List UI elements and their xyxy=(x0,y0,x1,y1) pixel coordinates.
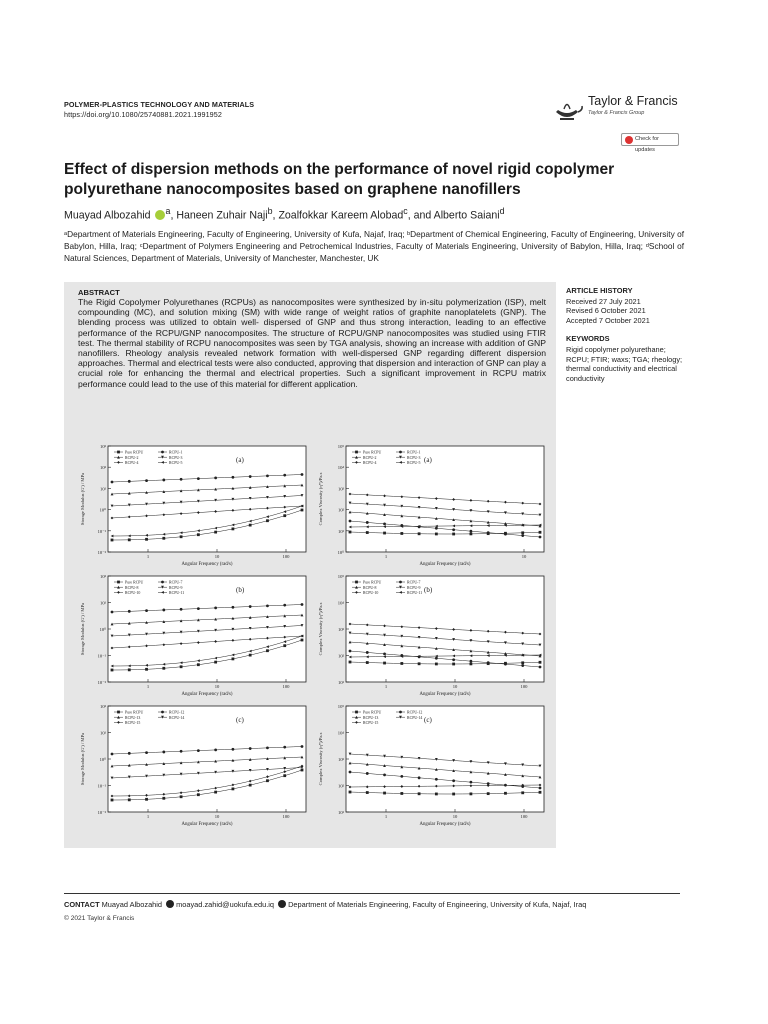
data-point xyxy=(197,663,200,666)
legend-label: RCPU-11 xyxy=(169,591,185,595)
legend-label: RCPU-7 xyxy=(407,580,421,585)
legend-label: RCPU-2 xyxy=(125,455,139,460)
data-point xyxy=(366,521,369,524)
data-point xyxy=(145,751,148,754)
check-updates-icon xyxy=(625,136,633,144)
data-point xyxy=(452,793,455,796)
x-tick-label: 1 xyxy=(146,684,150,689)
figure-viscosity-a xyxy=(312,440,550,568)
data-point xyxy=(283,774,286,777)
data-point xyxy=(399,451,402,454)
data-point xyxy=(301,745,304,748)
side-column xyxy=(566,286,684,383)
email-icon xyxy=(166,900,174,908)
contact-name: Muayad Albozahid xyxy=(101,900,163,909)
x-tick-label: 100 xyxy=(520,814,528,819)
data-point xyxy=(539,661,542,664)
x-axis-label: Angular Frequency (rad/s) xyxy=(419,562,471,567)
data-point xyxy=(197,477,200,480)
data-point xyxy=(111,753,114,756)
y-tick-label: 10⁻¹ xyxy=(97,528,106,534)
data-point xyxy=(418,792,421,795)
y-axis-label: Complex Viscosity (η*)/Pa.s xyxy=(318,602,323,656)
legend-label: RCPU-1 xyxy=(169,450,183,455)
data-point xyxy=(349,661,352,664)
data-point xyxy=(145,479,148,482)
data-point xyxy=(400,662,403,665)
author-name: Haneen Zuhair Naji xyxy=(176,209,268,222)
data-point xyxy=(283,604,286,607)
data-point xyxy=(521,531,524,534)
data-point xyxy=(197,607,200,610)
data-point xyxy=(266,649,269,652)
y-tick-label: 10² xyxy=(338,783,344,789)
x-tick-label: 1 xyxy=(146,814,150,819)
data-point xyxy=(161,451,164,454)
data-point xyxy=(470,792,473,795)
legend-label: RCPU-15 xyxy=(125,721,141,725)
panel-label: (b) xyxy=(236,586,245,594)
y-tick-label: 10¹ xyxy=(100,486,106,492)
data-point xyxy=(128,752,131,755)
data-point xyxy=(539,536,542,539)
data-point xyxy=(418,532,421,535)
data-point xyxy=(355,451,358,454)
data-point xyxy=(383,523,386,526)
y-tick-label: 10⁵ xyxy=(337,704,344,709)
legend-label: RCPU-15 xyxy=(363,721,379,725)
data-point xyxy=(383,532,386,535)
legend-label: RCPU-4 xyxy=(125,461,139,465)
history-heading: ARTICLE HISTORY xyxy=(566,286,633,295)
data-point xyxy=(180,478,183,481)
author-name: Alberto Saiani xyxy=(433,209,500,222)
data-point xyxy=(145,538,148,541)
legend-label: Pure RCPU xyxy=(363,450,382,455)
y-tick-label: 10⁰ xyxy=(337,550,344,555)
y-tick-label: 10⁻² xyxy=(97,810,106,815)
legend-label: RCPU-2 xyxy=(363,455,377,460)
history-received: Received 27 July 2021 xyxy=(566,296,641,306)
y-axis-label: Storage Modulus (G') / MPa xyxy=(80,732,85,786)
legend-label: RCPU-8 xyxy=(125,585,139,590)
data-point xyxy=(249,747,252,750)
chart-storage-a xyxy=(74,440,312,568)
data-point xyxy=(355,581,358,584)
check-updates-button[interactable] xyxy=(621,133,679,153)
legend-label: RCPU-4 xyxy=(363,461,377,465)
history-revised: Revised 6 October 2021 xyxy=(566,306,646,316)
data-point xyxy=(283,474,286,477)
legend-label: RCPU-13 xyxy=(125,715,141,720)
affiliations: ᵃDepartment of Materials Engineering, Faculty of Engineering, University of Kufa, Najaf, Iraq; ᵇDepartment of Chemical Engineering, Faculty of Engineering, University of Babylon, Hilla, Iraq; ᶜDepartment of Polymers Engineering and Petrochemical Industries, Faculty of Materials Engineering, University of Babylon, Hilla, Iraq; ᵈSchool of Natural Sciences, Department of Materials, University of Manchester, Manchester, UK xyxy=(64,229,684,263)
legend-label: Pure RCPU xyxy=(363,580,382,585)
y-tick-label: 10³ xyxy=(338,757,344,762)
data-point xyxy=(366,531,369,534)
footer-rule xyxy=(64,893,680,894)
author-sup: b xyxy=(267,206,273,216)
address-icon xyxy=(278,900,286,908)
data-point xyxy=(232,658,235,661)
panel-label: (c) xyxy=(424,716,432,724)
data-point xyxy=(283,644,286,647)
y-tick-label: 10⁻² xyxy=(97,550,106,555)
data-point xyxy=(349,520,352,523)
data-point xyxy=(214,607,217,610)
legend-label: RCPU-5 xyxy=(169,461,183,465)
data-point xyxy=(128,480,131,483)
data-point xyxy=(117,451,120,454)
data-point xyxy=(232,788,235,791)
article-title: Effect of dispersion methods on the performance of novel rigid copolymer polyurethane nanocomposites based on graphene nanofillers xyxy=(64,161,615,198)
data-point xyxy=(249,654,252,657)
data-point xyxy=(128,668,131,671)
data-point xyxy=(400,775,403,778)
x-tick-label: 10 xyxy=(214,684,220,689)
legend-label: RCPU-13 xyxy=(363,715,379,720)
data-point xyxy=(249,524,252,527)
data-point xyxy=(301,509,304,512)
data-point xyxy=(470,781,473,784)
y-tick-label: 10² xyxy=(338,653,344,659)
data-point xyxy=(214,749,217,752)
data-point xyxy=(214,661,217,664)
panel-label: (c) xyxy=(236,716,244,724)
data-point xyxy=(197,533,200,536)
data-point xyxy=(349,650,352,653)
data-point xyxy=(418,662,421,665)
figure-viscosity-b xyxy=(312,570,550,698)
data-point xyxy=(487,792,490,795)
data-point xyxy=(232,528,235,531)
x-tick-label: 10 xyxy=(521,554,527,559)
x-axis-label: Angular Frequency (rad/s) xyxy=(181,562,233,567)
data-point xyxy=(283,514,286,517)
data-point xyxy=(487,531,490,534)
legend-label: RCPU-12 xyxy=(407,710,423,715)
data-point xyxy=(266,746,269,749)
x-axis-label: Angular Frequency (rad/s) xyxy=(419,822,471,827)
data-point xyxy=(452,528,455,531)
data-point xyxy=(249,605,252,608)
contact-address: Department of Materials Engineering, Faculty of Engineering, University of Kufa, Najaf, Iraq xyxy=(288,900,587,909)
data-point xyxy=(349,771,352,774)
oil-lamp-icon xyxy=(550,92,584,124)
data-point xyxy=(366,661,369,664)
data-point xyxy=(539,666,542,669)
author-sup: d xyxy=(499,206,505,216)
y-tick-label: 10³ xyxy=(338,627,344,632)
data-point xyxy=(197,793,200,796)
data-point xyxy=(452,779,455,782)
data-point xyxy=(470,660,473,663)
chart-storage-c xyxy=(74,700,312,828)
data-point xyxy=(470,530,473,533)
data-point xyxy=(162,797,165,800)
data-point xyxy=(161,711,164,714)
data-point xyxy=(111,799,114,802)
data-point xyxy=(452,658,455,661)
y-axis-label: Complex Viscosity (η*)/Pa.s xyxy=(318,732,323,786)
data-point xyxy=(117,581,120,584)
x-axis-label: Angular Frequency (rad/s) xyxy=(181,822,233,827)
x-axis-label: Angular Frequency (rad/s) xyxy=(181,692,233,697)
y-tick-label: 10⁴ xyxy=(337,465,344,471)
data-point xyxy=(383,662,386,665)
legend-label: RCPU-9 xyxy=(407,585,421,590)
legend-label: RCPU-3 xyxy=(407,455,421,460)
chart-viscosity-b xyxy=(312,570,550,698)
legend-label: Pure RCPU xyxy=(363,710,382,715)
data-point xyxy=(180,665,183,668)
legend-label: RCPU-10 xyxy=(363,591,379,595)
x-tick-label: 100 xyxy=(520,684,528,689)
data-point xyxy=(249,784,252,787)
y-tick-label: 10² xyxy=(338,507,344,513)
data-point xyxy=(399,581,402,584)
y-tick-label: 10¹ xyxy=(338,528,344,534)
journal-name: POLYMER-PLASTICS TECHNOLOGY AND MATERIALS xyxy=(64,100,255,109)
data-point xyxy=(111,539,114,542)
data-point xyxy=(266,604,269,607)
figure-storage-b xyxy=(74,570,312,698)
y-tick-label: 10⁻¹ xyxy=(97,653,106,659)
data-point xyxy=(539,531,542,534)
orcid-icon[interactable] xyxy=(155,210,165,220)
data-point xyxy=(162,479,165,482)
panel-label: (a) xyxy=(236,456,244,464)
y-tick-label: 10² xyxy=(100,704,106,709)
x-tick-label: 1 xyxy=(384,684,388,689)
data-point xyxy=(111,669,114,672)
data-point xyxy=(162,667,165,670)
data-point xyxy=(145,668,148,671)
data-point xyxy=(366,651,369,654)
data-point xyxy=(266,474,269,477)
y-tick-label: 10⁰ xyxy=(99,507,106,513)
y-tick-label: 10⁰ xyxy=(99,627,106,632)
data-point xyxy=(128,610,131,613)
contact-email[interactable]: moayad.zahid@uokufa.edu.iq xyxy=(176,900,275,909)
x-tick-label: 100 xyxy=(282,554,290,559)
data-point xyxy=(470,532,473,535)
data-point xyxy=(366,791,369,794)
data-point xyxy=(539,787,542,790)
x-tick-label: 10 xyxy=(452,814,458,819)
data-point xyxy=(162,609,165,612)
author-list: Muayad Albozahid $^a$, Haneen Zuhair Naji$^b$, Zoalfokkar Kareem Alobad$^c$, and Alberto Saiani$^d$ xyxy=(64,206,505,222)
legend-label: RCPU-8 xyxy=(363,585,377,590)
data-point xyxy=(504,792,507,795)
data-point xyxy=(349,531,352,534)
data-point xyxy=(504,663,507,666)
data-point xyxy=(301,769,304,772)
data-point xyxy=(400,532,403,535)
y-tick-label: 10⁵ xyxy=(337,574,344,579)
abstract-text: The Rigid Copolymer Polyurethanes (RCPUs) as nanocomposites were synthesized by in-situ polymerization (ISP), melt compounding (MC), and solution mixing (SM) with wide range of weight ratios of graphite nanoplatelets (GNP). The blending process was utilized to obtain well- dispersed of GNP and thus strong interaction, leading to an effective performance of the RCPU/GNP nanocomposites. The structure of RCPU/GNP nanocomposites was studied using FTIR test. The thermal stability of RCPU nanocomposites was seen by TGA analysis, showing an increase with addition of GNP nanofillers. Rheology analysis revealed network formation with well-dispersed GNP regarding different dispersion approaches. Thermal and electrical tests were also conducted, approving that dispersion and interaction of GNP can play a crucial role for enhancing the thermal and electrical properties. Such a significant improvement in RCPU matrix performance could lead to the use of this material for different application. xyxy=(78,297,546,389)
chart-viscosity-c xyxy=(312,700,550,828)
data-point xyxy=(399,711,402,714)
y-tick-label: 10³ xyxy=(338,486,344,492)
data-point xyxy=(162,751,165,754)
data-point xyxy=(266,779,269,782)
data-point xyxy=(521,534,524,537)
data-point xyxy=(383,774,386,777)
author-name: Zoalfokkar Kareem Alobad xyxy=(278,209,404,222)
keywords-text: Rigid copolymer polyurethane; RCPU; FTIR; waxs; TGA; rheology; thermal conductivity and electrical conductivity xyxy=(566,344,683,383)
x-tick-label: 1 xyxy=(384,814,388,819)
legend-label: RCPU-3 xyxy=(169,455,183,460)
data-point xyxy=(435,527,438,530)
legend-label: RCPU-9 xyxy=(169,585,183,590)
y-axis-label: Storage Modulus (G') / MPa xyxy=(80,472,85,526)
data-point xyxy=(452,533,455,536)
x-tick-label: 100 xyxy=(282,814,290,819)
data-point xyxy=(400,792,403,795)
legend-label: RCPU-1 xyxy=(407,450,421,455)
chart-storage-b xyxy=(74,570,312,698)
y-axis-label: Storage Modulus (G') / MPa xyxy=(80,602,85,656)
x-tick-label: 1 xyxy=(384,554,388,559)
publisher-name: Taylor & Francis xyxy=(588,94,678,108)
x-axis-label: Angular Frequency (rad/s) xyxy=(419,692,471,697)
x-tick-label: 1 xyxy=(146,554,150,559)
journal-header xyxy=(64,100,254,120)
data-point xyxy=(470,662,473,665)
data-point xyxy=(435,533,438,536)
data-point xyxy=(232,606,235,609)
contact-label: CONTACT xyxy=(64,900,100,909)
data-point xyxy=(161,581,164,584)
figure-storage-c xyxy=(74,700,312,828)
data-point xyxy=(418,776,421,779)
y-axis-label: Complex Viscosity (η*)/Pa.s xyxy=(318,472,323,526)
data-point xyxy=(301,603,304,606)
data-point xyxy=(301,473,304,476)
data-point xyxy=(180,750,183,753)
figure-viscosity-c xyxy=(312,700,550,828)
y-tick-label: 10⁵ xyxy=(337,444,344,449)
figure-storage-a xyxy=(74,440,312,568)
legend-label: RCPU-14 xyxy=(407,715,423,720)
data-point xyxy=(145,798,148,801)
data-point xyxy=(521,791,524,794)
data-point xyxy=(180,795,183,798)
abstract-heading: ABSTRACT xyxy=(78,288,120,297)
data-point xyxy=(383,792,386,795)
copyright: © 2021 Taylor & Francis xyxy=(64,915,135,922)
x-tick-label: 10 xyxy=(452,684,458,689)
data-point xyxy=(435,657,438,660)
author-name: Muayad Albozahid xyxy=(64,209,151,222)
legend-label: RCPU-12 xyxy=(169,710,185,715)
data-point xyxy=(266,519,269,522)
data-point xyxy=(128,538,131,541)
legend-label: RCPU-10 xyxy=(125,591,141,595)
data-point xyxy=(435,663,438,666)
x-tick-label: 10 xyxy=(214,554,220,559)
chart-viscosity-a xyxy=(312,440,550,568)
data-point xyxy=(117,711,120,714)
publisher-logo xyxy=(550,90,690,130)
legend-label: RCPU-5 xyxy=(407,461,421,465)
y-tick-label: 10⁰ xyxy=(99,757,106,762)
y-tick-label: 10⁴ xyxy=(337,600,344,606)
y-tick-label: 10¹ xyxy=(100,600,106,606)
data-point xyxy=(214,791,217,794)
history-accepted: Accepted 7 October 2021 xyxy=(566,315,650,325)
data-point xyxy=(197,749,200,752)
publisher-group: Taylor & Francis Group xyxy=(588,110,645,116)
data-point xyxy=(145,609,148,612)
data-point xyxy=(521,661,524,664)
x-tick-label: 100 xyxy=(282,684,290,689)
legend-label: RCPU-14 xyxy=(169,715,185,720)
y-tick-label: 10¹ xyxy=(100,730,106,736)
data-point xyxy=(111,611,114,614)
data-point xyxy=(355,711,358,714)
x-tick-label: 10 xyxy=(214,814,220,819)
data-point xyxy=(214,531,217,534)
data-point xyxy=(128,798,131,801)
data-point xyxy=(301,639,304,642)
legend-label: Pure RCPU xyxy=(125,450,144,455)
data-point xyxy=(435,778,438,781)
data-point xyxy=(180,608,183,611)
y-tick-label: 10⁻² xyxy=(97,680,106,685)
data-point xyxy=(487,661,490,664)
data-point xyxy=(366,772,369,775)
legend-label: RCPU-7 xyxy=(169,580,183,585)
author-sup: a xyxy=(165,206,171,216)
data-point xyxy=(435,793,438,796)
y-tick-label: 10² xyxy=(100,574,106,579)
data-point xyxy=(452,663,455,666)
data-point xyxy=(162,537,165,540)
author-sup: c xyxy=(403,206,408,216)
doi-link[interactable]: https://doi.org/10.1080/25740881.2021.1991952 xyxy=(64,110,222,119)
y-tick-label: 10³ xyxy=(100,444,106,449)
panel-label: (a) xyxy=(424,456,432,464)
data-point xyxy=(539,791,542,794)
data-point xyxy=(180,535,183,538)
y-tick-label: 10⁻¹ xyxy=(97,783,106,789)
data-point xyxy=(232,748,235,751)
y-tick-label: 10¹ xyxy=(338,680,344,685)
contact-line xyxy=(64,900,684,909)
keywords-heading: KEYWORDS xyxy=(566,334,610,344)
data-point xyxy=(504,533,507,536)
data-point xyxy=(349,791,352,794)
data-point xyxy=(232,476,235,479)
y-tick-label: 10⁴ xyxy=(337,730,344,736)
legend-label: RCPU-11 xyxy=(407,591,423,595)
data-point xyxy=(249,475,252,478)
y-tick-label: 10² xyxy=(100,465,106,471)
y-tick-label: 10¹ xyxy=(338,810,344,815)
check-updates-label: Check for updates xyxy=(635,136,659,153)
data-point xyxy=(283,746,286,749)
data-point xyxy=(214,477,217,480)
data-point xyxy=(383,653,386,656)
panel-label: (b) xyxy=(424,586,433,594)
legend-label: Pure RCPU xyxy=(125,710,144,715)
data-point xyxy=(111,481,114,484)
legend-label: Pure RCPU xyxy=(125,580,144,585)
data-point xyxy=(521,664,524,667)
